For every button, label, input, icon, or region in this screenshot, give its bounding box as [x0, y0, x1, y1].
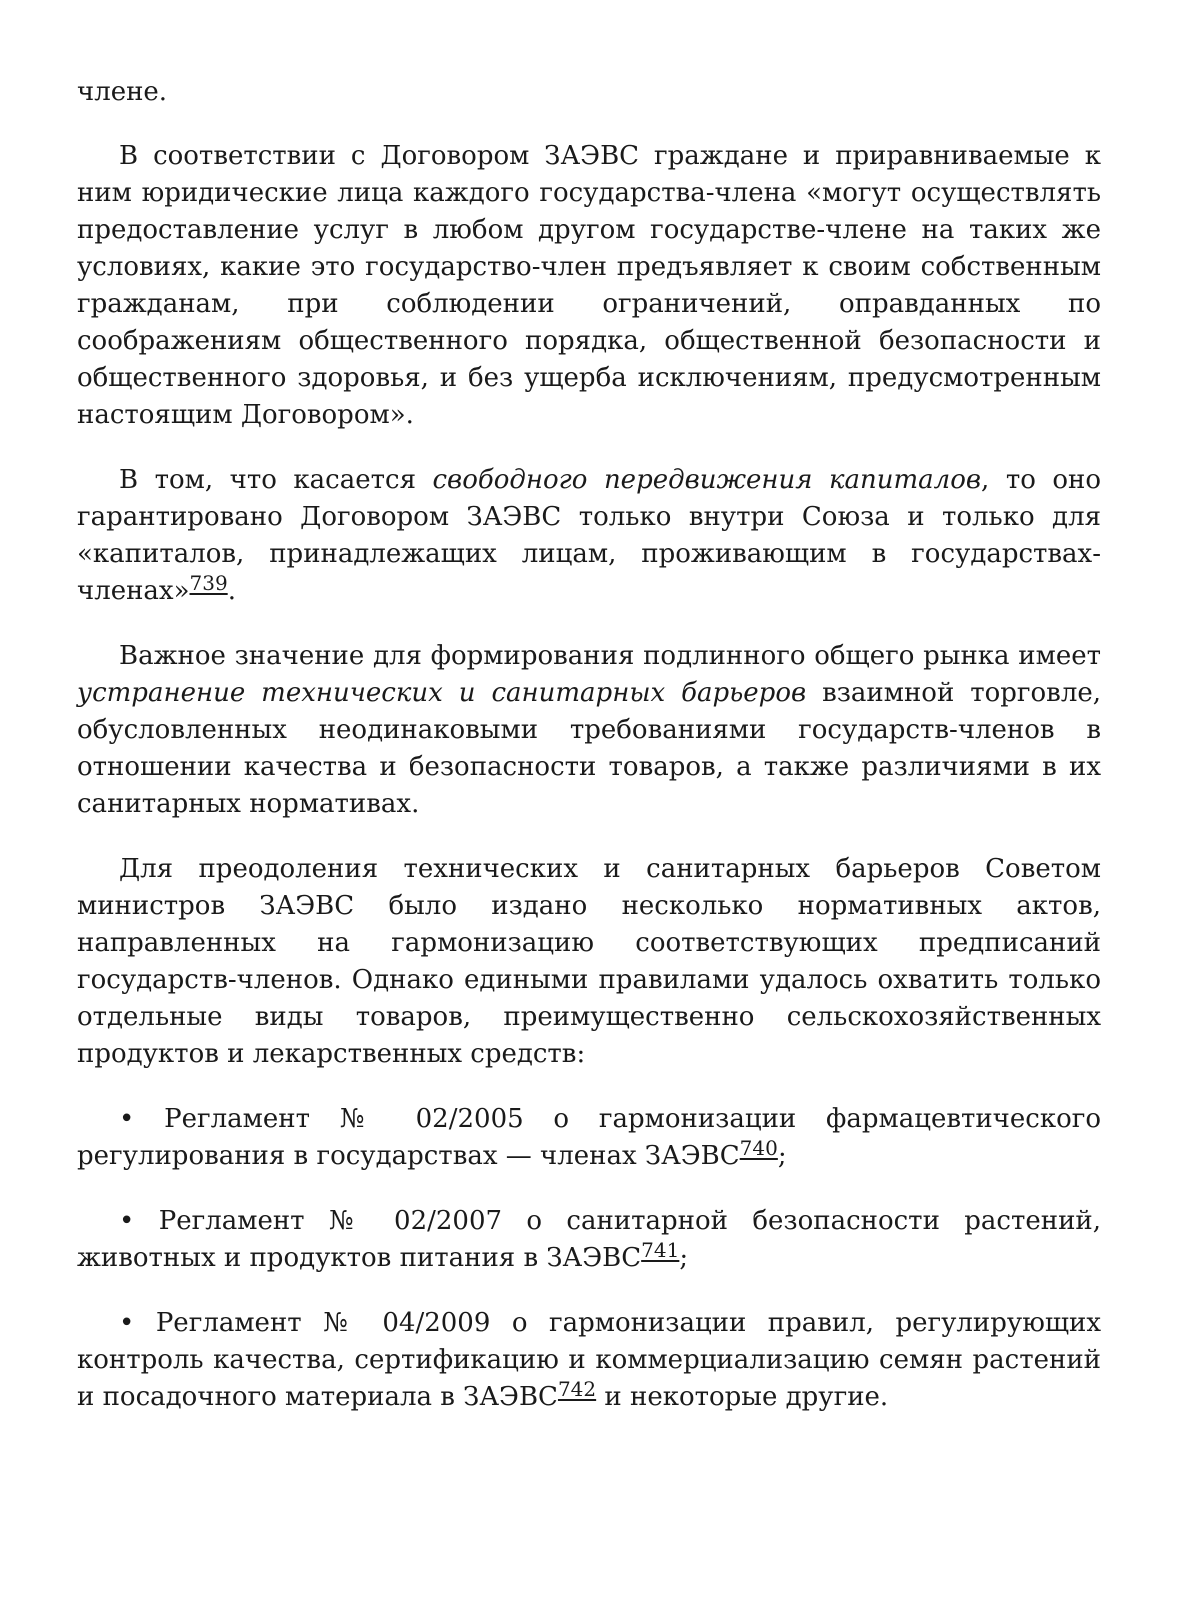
list-item [77, 1101, 1101, 1175]
bullet-icon: • [119, 1206, 135, 1236]
punctuation: ; [777, 1141, 787, 1171]
list-item-text: Регламент № 02/2007 о санитарной безопасности растений, животных и продуктов питания в ЗАЭВС [77, 1206, 1101, 1273]
paragraph-text: В том, что касается [119, 465, 433, 495]
list-item-ending: и некоторые другие. [596, 1382, 889, 1412]
paragraph-services: В соответствии с Договором ЗАЭВС граждане и приравниваемые к ним юридические лица каждого государства-члена «могут осуществлять предоставление услуг в любом другом государстве-члене на таких же условиях, какие это государство-член предъявляет к своим собственным гражданам, при соблюдении ограничений, оправданных по соображениям общественного порядка, общественной безопасности и общественного здоровья, и без ущерба исключениям, предусмотренным настоящим Договором». [77, 141, 1101, 430]
footnote-link-740[interactable]: 740 [739, 1136, 778, 1160]
paragraph-continuation: члене. [77, 77, 168, 107]
footnote-link-742[interactable]: 742 [557, 1377, 597, 1401]
punctuation: ; [679, 1243, 689, 1273]
footnote-link-739[interactable]: 739 [189, 571, 228, 595]
paragraph-barriers [77, 638, 1101, 823]
list-item-text: Регламент № 02/2005 о гармонизации фармацевтического регулирования в государствах — членах ЗАЭВС [77, 1104, 1101, 1171]
paragraph-text: , то оно гарантировано Договором ЗАЭВС только внутри Союза и только для «капиталов, принадлежащих лицам, проживающим в государствах-членах» [77, 465, 1102, 606]
paragraph-regulations-intro: Для преодоления технических и санитарных барьеров Советом министров ЗАЭВС было издано несколько нормативных актов, направленных на гармонизацию соответствующих предписаний государств-членов. Однако едиными правилами удалось охватить только отдельные виды товаров, преимущественно сельскохозяйственных продуктов и лекарственных средств: [77, 854, 1101, 1069]
paragraph-capital [77, 462, 1101, 610]
list-item [77, 1305, 1101, 1416]
paragraph-text: Важное значение для формирования подлинного общего рынка имеет [119, 641, 1101, 671]
list-item-text: Регламент № 04/2009 о гармонизации правил, регулирующих контроль качества, сертификацию и коммерциализацию семян растений и посадочного материала в ЗАЭВС [77, 1308, 1101, 1412]
list-item [77, 1203, 1101, 1277]
emphasis-text: устранение технических и санитарных барьеров [77, 678, 807, 708]
bullet-icon: • [119, 1104, 135, 1134]
paragraph-text: взаимной торговле, обусловленных неодинаковыми требованиями государств-членов в отношении качества и безопасности товаров, а также различиями в их санитарных нормативах. [77, 678, 1101, 819]
emphasis-text: свободного передвижения капиталов [432, 465, 982, 495]
footnote-link-741[interactable]: 741 [641, 1238, 680, 1262]
bullet-icon: • [119, 1308, 135, 1338]
punctuation: . [227, 576, 236, 606]
